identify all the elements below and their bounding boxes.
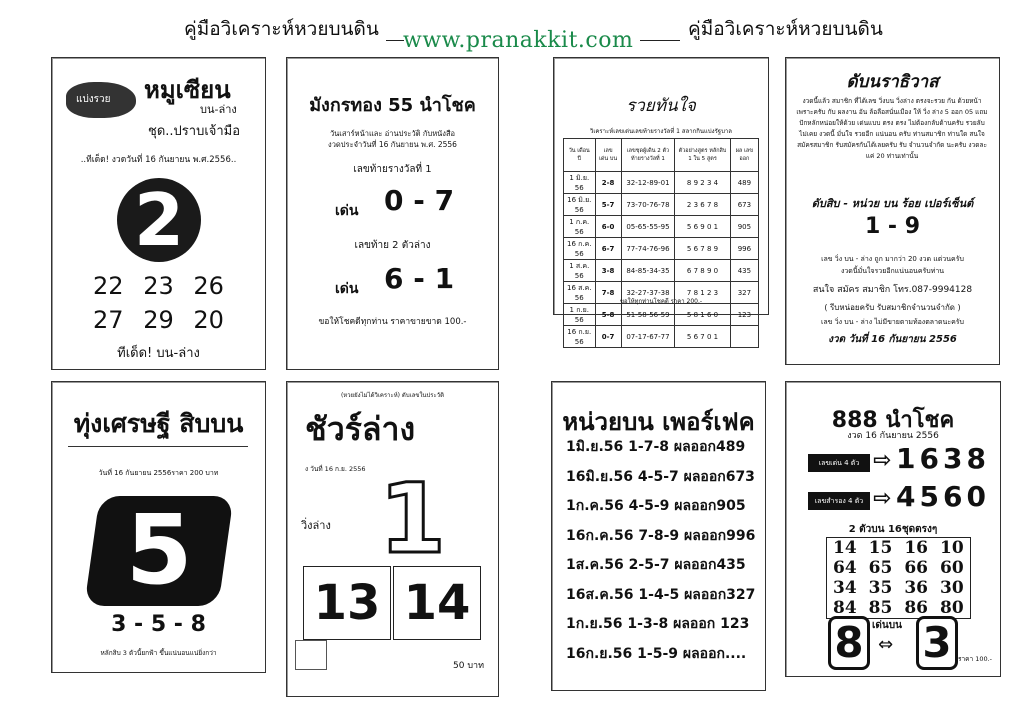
p2-sub2: งวดประจำวันที่ 16 กันยายน พ.ศ. 2556	[328, 140, 457, 149]
list-item: 16มิ.ย.56 4-5-7 ผลออก673	[566, 468, 755, 485]
p3-cell: 905	[730, 216, 758, 238]
p8-grid-cell: 15	[868, 538, 893, 558]
p8-label1: เลขเด่น 4 ตัว	[808, 454, 870, 472]
p3-cell: 1 ก.ค. 56	[564, 216, 596, 238]
p8-grid-cell: 64	[833, 558, 857, 578]
p1-date-line: ..ทีเด็ด! งวดวันที่ 16 กันยายน พ.ศ.2556..	[80, 155, 237, 165]
p1-title: หมูเซียน	[144, 76, 231, 104]
panel-888	[785, 381, 1001, 677]
p8-grid-cell: 80	[940, 598, 964, 618]
p3-cell: 7-8	[595, 282, 621, 304]
table-row	[564, 194, 759, 216]
p8-grid-cell: 85	[868, 598, 893, 618]
p3-header-cell: เลข เด่น บน	[595, 139, 621, 172]
p2-sub1: วันเสาร์หน้าและ อ่านประวัติ กับหนังสือ	[329, 129, 456, 138]
p8-right-big: 3	[916, 616, 958, 670]
p8-date: งวด 16 กันยายน 2556	[847, 431, 939, 441]
p3-cell: 73-70-76-78	[621, 194, 675, 216]
p1-num: 29	[143, 306, 174, 334]
arrow-both-icon: ⇔	[878, 634, 894, 655]
list-item: 16ก.ค.56 7-8-9 ผลออก996	[566, 527, 756, 544]
p1-subtitle: บน-ล่าง	[200, 103, 237, 116]
list-item: 16ส.ค.56 1-4-5 ผลออก327	[566, 586, 756, 603]
p4-note2: เลข วิ่ง บน - ล่าง ไม่มีขายตามท้องตลาดนะครับ	[821, 318, 964, 326]
panel-unit-perfect	[551, 381, 766, 691]
p3-cell: 996	[730, 238, 758, 260]
p3-cell: 123	[730, 304, 758, 326]
table-row	[564, 260, 759, 282]
table-row	[827, 578, 970, 598]
table-row	[827, 538, 970, 558]
p8-left-big: 8	[828, 616, 870, 670]
list-item: 1มิ.ย.56 1-7-8 ผลออก489	[566, 439, 746, 455]
table-row	[564, 238, 759, 260]
p3-cell: 32-12-89-01	[621, 172, 675, 194]
header-rule-right	[640, 40, 680, 41]
p3-header-cell: วัน เดือน ปี	[564, 139, 596, 172]
list-item: 1ส.ค.56 2-5-7 ผลออก435	[566, 557, 746, 573]
panel-ruaytanjai	[553, 57, 769, 346]
p3-cell: 673	[730, 194, 758, 216]
p7-title: หน่วยบน เพอร์เฟค	[562, 408, 755, 436]
table-row	[827, 558, 970, 578]
p6-top-small: (หวยยังไม่ได้วิเคราะห์) ดับเลขในประวัติ	[340, 392, 445, 399]
p3-cell: 7 8 1 2 3	[675, 282, 731, 304]
table-row	[564, 326, 759, 348]
p7-list	[566, 436, 755, 672]
p8-grid-cell: 36	[904, 578, 929, 598]
p3-footer: ขอให้ทุกท่านโชคดี ราคา 200.-	[619, 298, 703, 305]
p8-grid-cell: 65	[868, 558, 893, 578]
p2-play2-prefix: เด่น	[335, 281, 359, 297]
p8-grid-cell: 66	[904, 558, 929, 578]
p5-numbers: 3 - 5 - 8	[111, 612, 206, 637]
p3-cell: 5 6 7 0 1	[675, 326, 731, 348]
arrow-right-icon: ⇨	[873, 486, 892, 511]
logo-text: แบ่งรวย	[76, 94, 111, 105]
p3-cell: 77-74-76-96	[621, 238, 675, 260]
panel-dab-narathiwat	[785, 57, 1000, 365]
p1-row2	[52, 306, 265, 334]
table-row	[564, 304, 759, 326]
p3-cell: 32-27-37-38	[621, 282, 675, 304]
p3-cell	[730, 326, 758, 348]
p3-cell: 0-7	[595, 326, 621, 348]
p5-big-number: 5	[125, 494, 193, 606]
p1-num: 27	[93, 306, 124, 334]
header-rule-left	[386, 40, 404, 41]
p2-play1-value: 0 - 7	[384, 184, 455, 217]
p2-footer: ขอให้โชคดีทุกท่าน ราคาขายขาด 100.-	[318, 317, 467, 327]
p3-cell: 84-85-34-35	[621, 260, 675, 282]
p4-body: งวดนี้แล้ว สมาชิก ที่ได้เลข วิ่งบน วิ่งล่าง ตรงจะรวย กัน ด้วยหน้าเพราะครับ กับ ผลงาน อัน ล้อลือสนั่นเมือง ให้ วิ่ง ล่าง 5 ออก 05 แถม ปักหลักหน่อยให้ด้วย เด่นแบบ ตรง ตรง ไม่ต้องกลับด้านครับ รวยลับไม่เคย งวดนี้ มั่นใจ รวยอีก แน่นอน ครับ ท่านสมาชิก ท่านใด สนใจ สมัครสมาชิก รับสมัครกันได้เลยครับ รับ จำนวนจำกัด นะครับ งวดละแค่ 20 ท่านเท่านั้น	[796, 97, 988, 160]
p3-cell: 1 ส.ค. 56	[564, 260, 596, 282]
p3-cell: 16 ส.ค. 56	[564, 282, 596, 304]
p4-line1: ดับสิบ - หน่วย บน ร้อย เปอร์เซ็นต์	[811, 197, 974, 210]
p5-date-line: วันที่ 16 กันยายน 2556ราคา 200 บาท	[98, 469, 219, 477]
p3-header-cell: เลขชุดผู้เดิน 2 ตัว ท้ายรางวัลที่ 1	[621, 139, 675, 172]
p2-label2: เลขท้าย 2 ตัวล่าง	[354, 240, 431, 251]
list-item: 16ก.ย.56 1-5-9 ผลออก....	[566, 645, 747, 662]
p8-title: 888 นำโชค	[831, 408, 955, 433]
p4-date: งวด วันที่ 16 กันยายน 2556	[828, 334, 957, 345]
p6-date-line: ง วันที่ 16 ก.ย. 2556	[305, 465, 366, 473]
p8-grid-title: 2 ตัวบน 16ชุดตรงๆ	[848, 524, 938, 535]
p8-mid-label: เด่นบน	[872, 620, 902, 631]
p8-grid-cell: 34	[833, 578, 857, 598]
list-item: 1ก.ค.56 4-5-9 ผลออก905	[566, 498, 746, 514]
pig-logo-icon	[66, 82, 136, 118]
p8-value2: 4560	[896, 480, 990, 513]
p3-cell: 5 6 7 8 9	[675, 238, 731, 260]
panel-mangkorn	[286, 57, 499, 370]
p4-note1: ( รีบหน่อยครับ รับสมาชิกจำนวนจำกัด )	[824, 303, 961, 312]
panel-thungsetthi	[51, 381, 266, 673]
p3-cell: 8 9 2 3 4	[675, 172, 731, 194]
p3-table	[563, 138, 759, 348]
p3-cell: 1 มิ.ย. 56	[564, 172, 596, 194]
p3-cell: 2 3 6 7 8	[675, 194, 731, 216]
p8-grid-cell: 86	[904, 598, 929, 618]
arrow-right-icon: ⇨	[873, 448, 892, 473]
p3-cell: 16 มิ.ย. 56	[564, 194, 596, 216]
p2-label1: เลขท้ายรางวัลที่ 1	[353, 164, 432, 175]
p1-footer: ทีเด็ด! บน-ล่าง	[117, 346, 200, 361]
p8-grid-cell: 35	[868, 578, 893, 598]
p6-stamp	[295, 640, 327, 670]
p3-cell: 16 ก.ค. 56	[564, 238, 596, 260]
p3-intro: วิเคราะห์เลขเด่นเลขท้ายรางวัลที่ 1 สลากกินแบ่งรัฐบาล	[590, 128, 732, 135]
p3-header-cell: ตัวอย่างสูตร หลักสิบ 1 ใน 5 สูตร	[675, 139, 731, 172]
p3-cell: 327	[730, 282, 758, 304]
p8-label2: เลขสำรอง 4 ตัว	[808, 492, 870, 510]
p3-cell: 1 ก.ย. 56	[564, 304, 596, 326]
website-link[interactable]: www.pranakkit.com	[403, 28, 634, 53]
p6-pair1: 13	[303, 566, 391, 640]
p1-num: 22	[93, 272, 124, 300]
p3-header-row	[564, 139, 759, 172]
p8-grid-cell: 16	[904, 538, 929, 558]
p3-cell: 3-8	[595, 260, 621, 282]
p2-play2-value: 6 - 1	[384, 262, 455, 295]
p3-cell: 5-8	[595, 304, 621, 326]
p8-grid	[826, 537, 971, 619]
table-row	[827, 598, 970, 618]
p4-big: 1 - 9	[864, 214, 921, 239]
p3-cell: 07-17-67-77	[621, 326, 675, 348]
p8-grid-cell: 14	[833, 538, 857, 558]
p1-row1	[52, 272, 265, 300]
p3-cell: 6 7 8 9 0	[675, 260, 731, 282]
p5-big-box	[84, 496, 233, 606]
p1-tagline: ชุด..ปราบเจ้ามือ	[148, 124, 241, 139]
p3-cell: 05-65-55-95	[621, 216, 675, 238]
p2-play1-prefix: เด่น	[335, 203, 359, 219]
p8-grid-cell: 10	[940, 538, 964, 558]
p3-cell: 51-58-56-59	[621, 304, 675, 326]
p4-info2: งวดนี้มั่นใจรวยอีกแน่นอนครับท่าน	[840, 267, 945, 275]
p3-cell: 16 ก.ย. 56	[564, 326, 596, 348]
p8-grid-cell: 84	[833, 598, 857, 618]
p8-value1: 1638	[896, 442, 990, 475]
p5-rule	[68, 446, 248, 447]
p1-big-circle: 2	[117, 178, 201, 262]
p6-big-number: 1	[379, 463, 446, 575]
p3-cell: 2-8	[595, 172, 621, 194]
p1-num: 23	[143, 272, 174, 300]
p3-cell: 6-0	[595, 216, 621, 238]
p8-price: ราคา 100.-	[958, 655, 993, 663]
p5-footer: หลักสิบ 3 ตัวนี้ยกฟ้า ขึ้นแน่นอนแน่ยิ่งกว่า	[100, 649, 217, 657]
header-right-title: คู่มือวิเคราะห์หวยบนดิน	[688, 18, 883, 40]
p4-info1: เลข วิ่ง บน - ล่าง ถูก มากว่า 20 งวด แต่วนครับ	[821, 255, 964, 263]
p3-cell: 5 8 1 6 0	[675, 304, 731, 326]
p6-label: วิ่งล่าง	[301, 519, 331, 532]
p8-grid-cell: 30	[940, 578, 964, 598]
p8-grid-cell: 60	[940, 558, 964, 578]
list-item: 1ก.ย.56 1-3-8 ผลออก 123	[566, 616, 750, 632]
p3-cell: 5 6 9 0 1	[675, 216, 731, 238]
p3-cell: 6-7	[595, 238, 621, 260]
p4-title: ดับนราธิวาส	[846, 72, 939, 92]
table-row	[564, 216, 759, 238]
p6-price: 50 บาท	[453, 661, 485, 671]
table-row	[564, 172, 759, 194]
p3-cell: 489	[730, 172, 758, 194]
p6-title: ชัวร์ล่าง	[305, 410, 416, 448]
header-left-title: คู่มือวิเคราะห์หวยบนดิน	[184, 18, 379, 40]
p3-title: รวยทันใจ	[626, 96, 696, 116]
p2-title: มังกรทอง 55 นำโชค	[309, 95, 476, 116]
p3-cell: 5-7	[595, 194, 621, 216]
p3-cell: 435	[730, 260, 758, 282]
p1-num: 20	[193, 306, 224, 334]
p6-pair2: 14	[393, 566, 481, 640]
p1-num: 26	[193, 272, 224, 300]
p4-phone: สนใจ สมัคร สมาชิก โทร.087-9994128	[812, 285, 973, 295]
panel-mooxian	[51, 57, 266, 370]
p3-header-cell: ผล เลข ออก	[730, 139, 758, 172]
panel-sure-lower	[286, 381, 499, 697]
p5-title: ทุ่งเศรษฐี สิบบน	[73, 409, 244, 438]
